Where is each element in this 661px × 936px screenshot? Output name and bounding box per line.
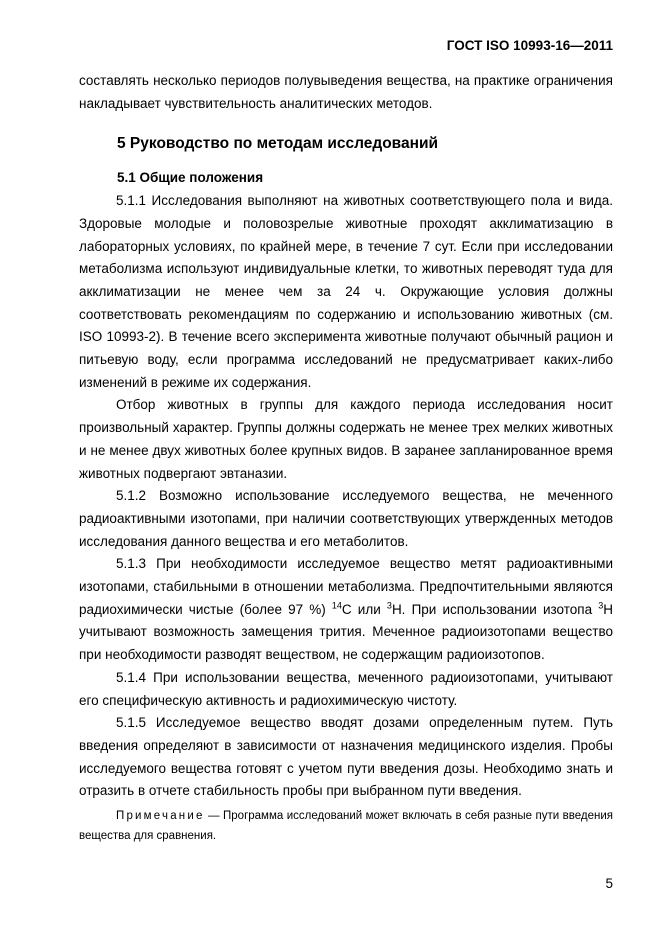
page-number: 5	[605, 876, 613, 891]
note-text: — Программа исследований может включать в себя разные пути введения вещества для сравнения.	[79, 810, 613, 842]
subsection-title: 5.1 Общие положения	[117, 170, 264, 186]
paragraph-5-1-3	[79, 553, 613, 667]
paragraph-5-1-5: 5.1.5 Исследуемое вещество вводят дозами определенным путем. Путь введения определяют в зависимости от назначения медицинского изделия. Пробы исследуемого вещества готовят с учетом пути введения дозы. Необходимо знать и отразить в отчете стабильность пробы при выбранном пути введения.	[79, 715, 613, 799]
paragraph-5-1-3-part-c: Н. При использовании изотопа	[391, 601, 599, 617]
paragraph-5-1-2: 5.1.2 Возможно использование исследуемого вещества, не меченного радиоактивными изотопами, при наличии соответствующих утвержденных методов исследования данного вещества и его метаболитов.	[79, 488, 613, 549]
paragraph-5-1-1: 5.1.1 Исследования выполняют на животных соответствующего пола и вида. Здоровые молодые и половозрелые животные проходят акклиматизацию в лабораторных условиях, по крайней мере, в течение 7 сут. Если при исследовании метаболизма используют индивидуальные клетки, то животных переводят туда для акклиматизации не менее чем за 24 ч. Окружающие условия должны соответствовать рекомендациям по содержанию и использованию животных (см. ISO 10993-2). В течение всего эксперимента животные получают обычный рацион и питьевую воду, если программа исследований не предусматривает каких-либо изменений в режиме их содержания.	[79, 193, 613, 390]
continuation-paragraph: составлять несколько периодов полувыведения вещества, на практике ограничения накладывает чувствительность аналитических методов.	[79, 73, 613, 111]
paragraph-5-1-3-part-b: С или	[341, 601, 387, 617]
paragraph-5-1-3-part-d: Н учитывают возможность замещения трития. Меченное радиоизотопами вещество при необходимости разводят веществом, не содержащим радиоизотопов.	[79, 601, 613, 663]
isotope-superscript-14: 14	[331, 600, 342, 611]
section-title: 5 Руководство по методам исследований	[117, 135, 439, 153]
paragraph-5-1-3-part-a: 5.1.3 При необходимости исследуемое вещество метят радиоактивными изотопами, стабильными в отношении метаболизма. Предпочтительными являются радиохимически чистые (более 97 %)	[79, 556, 613, 617]
paragraph-5-1-1-selection: Отбор животных в группы для каждого периода исследования носит произвольный характер. Группы должны содержать не менее трех мелких животных и не менее двух животных более крупных видов. В заранее запланированное время животных подвергают эвтаназии.	[79, 397, 613, 481]
document-header: ГОСТ ISO 10993-16—2011	[446, 38, 613, 53]
note-label: Примечание	[116, 810, 205, 823]
isotope-superscript-3-second: 3	[598, 600, 604, 611]
isotope-superscript-3: 3	[386, 600, 392, 611]
note	[79, 807, 613, 846]
page-content	[79, 70, 613, 846]
paragraph-5-1-4: 5.1.4 При использовании вещества, меченного радиоизотопами, учитывают его специфическую активность и радиохимическую чистоту.	[79, 669, 613, 708]
